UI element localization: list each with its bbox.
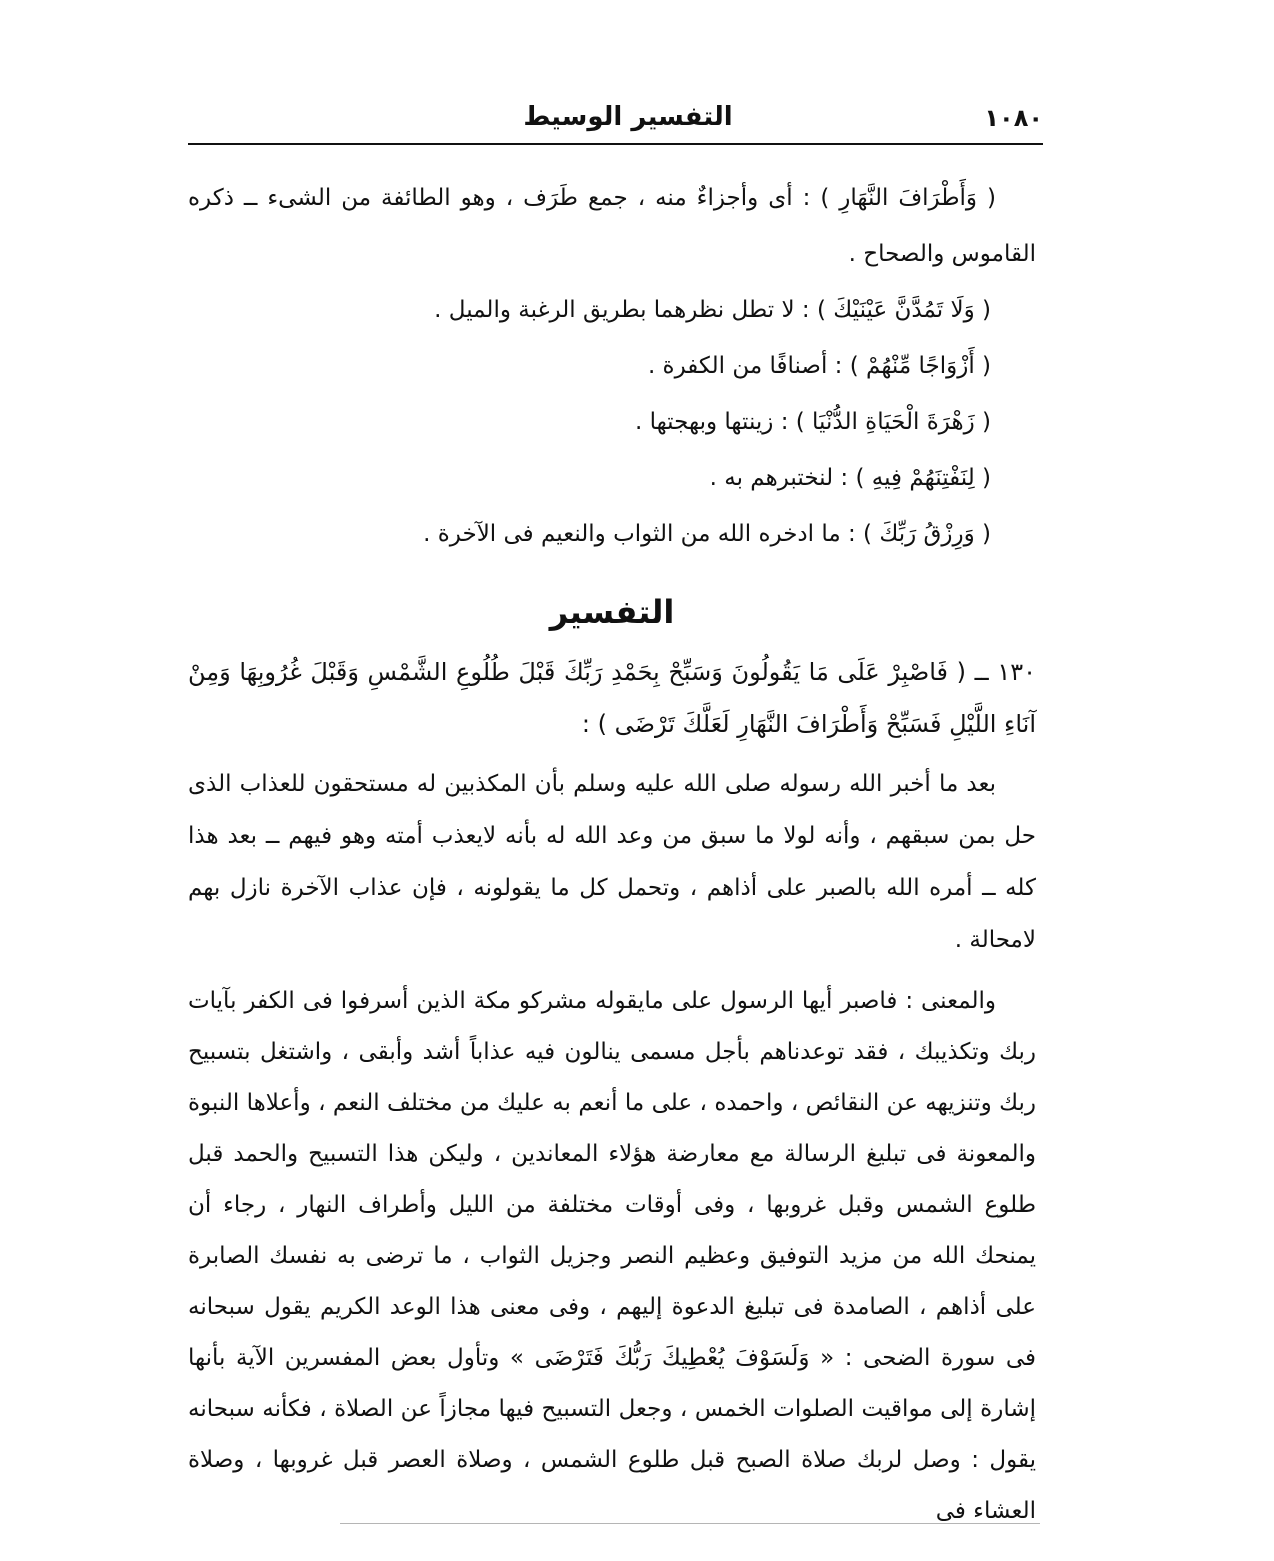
page-body xyxy=(188,170,1036,1537)
commentary-paragraph: بعد ما أخبر الله رسوله صلى الله عليه وسلم بأن المكذبين له مستحقون للعذاب الذى حل بمن سبقهم ، وأنه لولا ما سبق من وعد الله له بأنه لايعذب أمته وهو فيهم ــ بعد هذا كله ــ أمره الله بالصبر على أذاهم ، وتحمل كل ما يقولونه ، فإن عذاب الآخرة نازل بهم لامحالة . xyxy=(188,771,1036,953)
running-title: التفسير الوسيط xyxy=(523,102,733,132)
page-header xyxy=(188,100,1043,142)
vocabulary-entry: ( وَرِزْقُ رَبِّكَ ) : ما ادخره الله من الثواب والنعيم فى الآخرة . xyxy=(423,521,991,547)
vocabulary-entry: ( زَهْرَةَ الْحَيَاةِ الدُّنْيَا ) : زينتها وبهجتها . xyxy=(634,409,991,435)
vocabulary-entry: ( أَزْوَاجًا مِّنْهُمْ ) : أصنافًا من الكفرة . xyxy=(647,353,991,379)
vocabulary-entry: ( وَأَطْرَافَ النَّهَارِ ) : أى وأجزاءٌ منه ، جمع طَرَف ، وهو الطائفة من الشىء ــ ذكره القاموس والصحاح . xyxy=(188,185,1036,267)
commentary-paragraph: والمعنى : فاصبر أيها الرسول على مايقوله مشركو مكة الذين أسرفوا فى الكفر بآيات ربك وتكذيبك ، فقد توعدناهم بأجل مسمى ينالون فيه عذاباً أشد وأبقى ، واشتغل بتسبيح ربك وتنزيهه عن النقائص ، واحمده ، على ما أنعم به عليك من مختلف النعم ، وأعلاها النبوة والمعونة فى تبليغ الرسالة مع معارضة هؤلاء المعاندين ، وليكن هذا التسبيح والحمد قبل طلوع الشمس وقبل غروبها ، وفى أوقات مختلفة من الليل وأطراف النهار ، رجاء أن يمنحك الله من مزيد التوفيق وعظيم النصر وجزيل الثواب ، ما ترضى به نفسك الصابرة على أذاهم ، الصامدة فى تبليغ الدعوة إليهم ، وفى معنى هذا الوعد الكريم يقول سبحانه فى سورة الضحى : « وَلَسَوْفَ يُعْطِيكَ رَبُّكَ فَتَرْضَى » وتأول بعض المفسرين الآية بأنها إشارة إلى مواقيت الصلوات الخمس ، وجعل التسبيح فيها مجازاً عن الصلاة ، فكأنه سبحانه يقول : وصل لربك صلاة الصبح قبل طلوع الشمس ، وصلاة العصر قبل غروبها ، وصلاة العشاء فى xyxy=(188,988,1036,1524)
vocabulary-entry: ( وَلَا تَمُدَّنَّ عَيْنَيْكَ ) : لا تطل نظرهما بطريق الرغبة والميل . xyxy=(434,297,991,323)
header-divider xyxy=(188,143,1043,145)
section-title: التفسير xyxy=(549,593,675,631)
page-number: ١٠٨٠ xyxy=(984,104,1043,132)
quranic-verse: ١٣٠ ــ ( فَاصْبِرْ عَلَى مَا يَقُولُونَ وَسَبِّحْ بِحَمْدِ رَبِّكَ قَبْلَ طُلُوعِ الشَّمْسِ وَقَبْلَ غُرُوبِهَا وَمِنْ آنَاءِ اللَّيْلِ فَسَبِّحْ وَأَطْرَافَ النَّهَارِ لَعَلَّكَ تَرْضَى ) : xyxy=(188,658,1036,738)
vocabulary-entry: ( لِنَفْتِنَهُمْ فِيهِ ) : لنختبرهم به . xyxy=(709,465,991,491)
footer-divider xyxy=(340,1523,1040,1524)
